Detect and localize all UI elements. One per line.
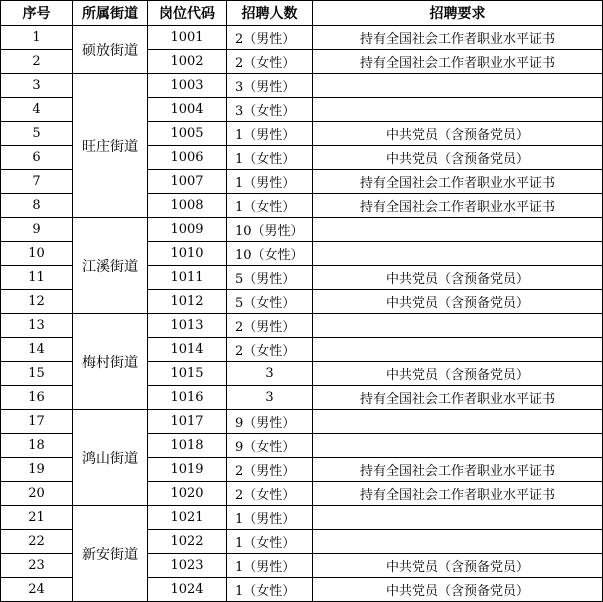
cell-code: 1022 (148, 530, 227, 554)
cell-no: 9 (1, 218, 73, 242)
cell-no: 2 (1, 50, 73, 74)
header-row (1, 1, 603, 26)
cell-code: 1013 (148, 314, 227, 338)
cell-street: 新安街道 (73, 506, 148, 602)
cell-count: 3（女性） (227, 98, 313, 122)
cell-no: 3 (1, 74, 73, 98)
cell-requirement: 持有全国社会工作者职业水平证书 (313, 482, 603, 506)
cell-code: 1009 (148, 218, 227, 242)
cell-requirement (313, 242, 603, 266)
cell-count: 10（女性） (227, 242, 313, 266)
cell-street: 硕放街道 (73, 26, 148, 74)
cell-code: 1006 (148, 146, 227, 170)
cell-requirement: 中共党员（含预备党员） (313, 578, 603, 602)
cell-no: 1 (1, 26, 73, 50)
cell-count: 1（男性） (227, 122, 313, 146)
cell-count: 1（男性） (227, 170, 313, 194)
cell-code: 1021 (148, 506, 227, 530)
cell-requirement (313, 506, 603, 530)
cell-code: 1024 (148, 578, 227, 602)
cell-street: 江溪街道 (73, 218, 148, 314)
header-street: 所属街道 (73, 1, 148, 26)
cell-no: 22 (1, 530, 73, 554)
cell-count: 9（男性） (227, 410, 313, 434)
cell-no: 18 (1, 434, 73, 458)
cell-count: 2（女性） (227, 50, 313, 74)
cell-requirement: 持有全国社会工作者职业水平证书 (313, 458, 603, 482)
cell-requirement: 持有全国社会工作者职业水平证书 (313, 386, 603, 410)
table-row (1, 218, 603, 242)
cell-no: 6 (1, 146, 73, 170)
cell-requirement (313, 218, 603, 242)
cell-no: 24 (1, 578, 73, 602)
table-row (1, 74, 603, 98)
cell-code: 1008 (148, 194, 227, 218)
cell-requirement (313, 338, 603, 362)
cell-count: 2（男性） (227, 26, 313, 50)
cell-code: 1020 (148, 482, 227, 506)
header-code: 岗位代码 (148, 1, 227, 26)
cell-code: 1016 (148, 386, 227, 410)
cell-count: 1（男性） (227, 506, 313, 530)
cell-requirement: 持有全国社会工作者职业水平证书 (313, 26, 603, 50)
header-no: 序号 (1, 1, 73, 26)
cell-requirement: 中共党员（含预备党员） (313, 266, 603, 290)
cell-requirement: 中共党员（含预备党员） (313, 290, 603, 314)
cell-code: 1010 (148, 242, 227, 266)
cell-requirement: 中共党员（含预备党员） (313, 362, 603, 386)
header-requirement: 招聘要求 (313, 1, 603, 26)
cell-requirement (313, 314, 603, 338)
cell-count: 2（女性） (227, 338, 313, 362)
cell-requirement: 中共党员（含预备党员） (313, 122, 603, 146)
cell-code: 1017 (148, 410, 227, 434)
cell-requirement (313, 410, 603, 434)
cell-requirement (313, 74, 603, 98)
cell-no: 21 (1, 506, 73, 530)
cell-requirement (313, 98, 603, 122)
cell-count: 5（女性） (227, 290, 313, 314)
cell-code: 1019 (148, 458, 227, 482)
cell-code: 1003 (148, 74, 227, 98)
cell-code: 1018 (148, 434, 227, 458)
cell-code: 1002 (148, 50, 227, 74)
cell-code: 1012 (148, 290, 227, 314)
cell-code: 1014 (148, 338, 227, 362)
cell-no: 15 (1, 362, 73, 386)
cell-no: 23 (1, 554, 73, 578)
cell-requirement: 持有全国社会工作者职业水平证书 (313, 50, 603, 74)
cell-street: 鸿山街道 (73, 410, 148, 506)
cell-no: 20 (1, 482, 73, 506)
cell-no: 4 (1, 98, 73, 122)
cell-count: 9（女性） (227, 434, 313, 458)
cell-no: 10 (1, 242, 73, 266)
cell-no: 11 (1, 266, 73, 290)
table-row (1, 314, 603, 338)
table-body (1, 26, 603, 602)
cell-count: 1（男性） (227, 554, 313, 578)
cell-count: 3 (227, 362, 313, 386)
cell-count: 1（女性） (227, 194, 313, 218)
cell-requirement: 中共党员（含预备党员） (313, 146, 603, 170)
cell-no: 13 (1, 314, 73, 338)
table-row (1, 26, 603, 50)
cell-no: 14 (1, 338, 73, 362)
cell-count: 1（女性） (227, 530, 313, 554)
cell-no: 19 (1, 458, 73, 482)
cell-count: 1（女性） (227, 146, 313, 170)
cell-count: 3（男性） (227, 74, 313, 98)
cell-code: 1001 (148, 26, 227, 50)
cell-street: 旺庄街道 (73, 74, 148, 218)
cell-no: 8 (1, 194, 73, 218)
cell-count: 3 (227, 386, 313, 410)
cell-count: 2（男性） (227, 458, 313, 482)
cell-no: 16 (1, 386, 73, 410)
cell-code: 1015 (148, 362, 227, 386)
cell-count: 2（男性） (227, 314, 313, 338)
cell-requirement: 持有全国社会工作者职业水平证书 (313, 170, 603, 194)
cell-no: 12 (1, 290, 73, 314)
table-row (1, 410, 603, 434)
cell-street: 梅村街道 (73, 314, 148, 410)
table-row (1, 506, 603, 530)
cell-no: 7 (1, 170, 73, 194)
cell-no: 5 (1, 122, 73, 146)
cell-no: 17 (1, 410, 73, 434)
header-count: 招聘人数 (227, 1, 313, 26)
cell-code: 1023 (148, 554, 227, 578)
cell-count: 2（女性） (227, 482, 313, 506)
cell-requirement: 持有全国社会工作者职业水平证书 (313, 194, 603, 218)
cell-count: 1（女性） (227, 578, 313, 602)
cell-requirement (313, 434, 603, 458)
cell-code: 1011 (148, 266, 227, 290)
cell-requirement (313, 530, 603, 554)
cell-code: 1007 (148, 170, 227, 194)
cell-requirement: 中共党员（含预备党员） (313, 554, 603, 578)
cell-count: 10（男性） (227, 218, 313, 242)
cell-code: 1004 (148, 98, 227, 122)
cell-count: 5（男性） (227, 266, 313, 290)
cell-code: 1005 (148, 122, 227, 146)
